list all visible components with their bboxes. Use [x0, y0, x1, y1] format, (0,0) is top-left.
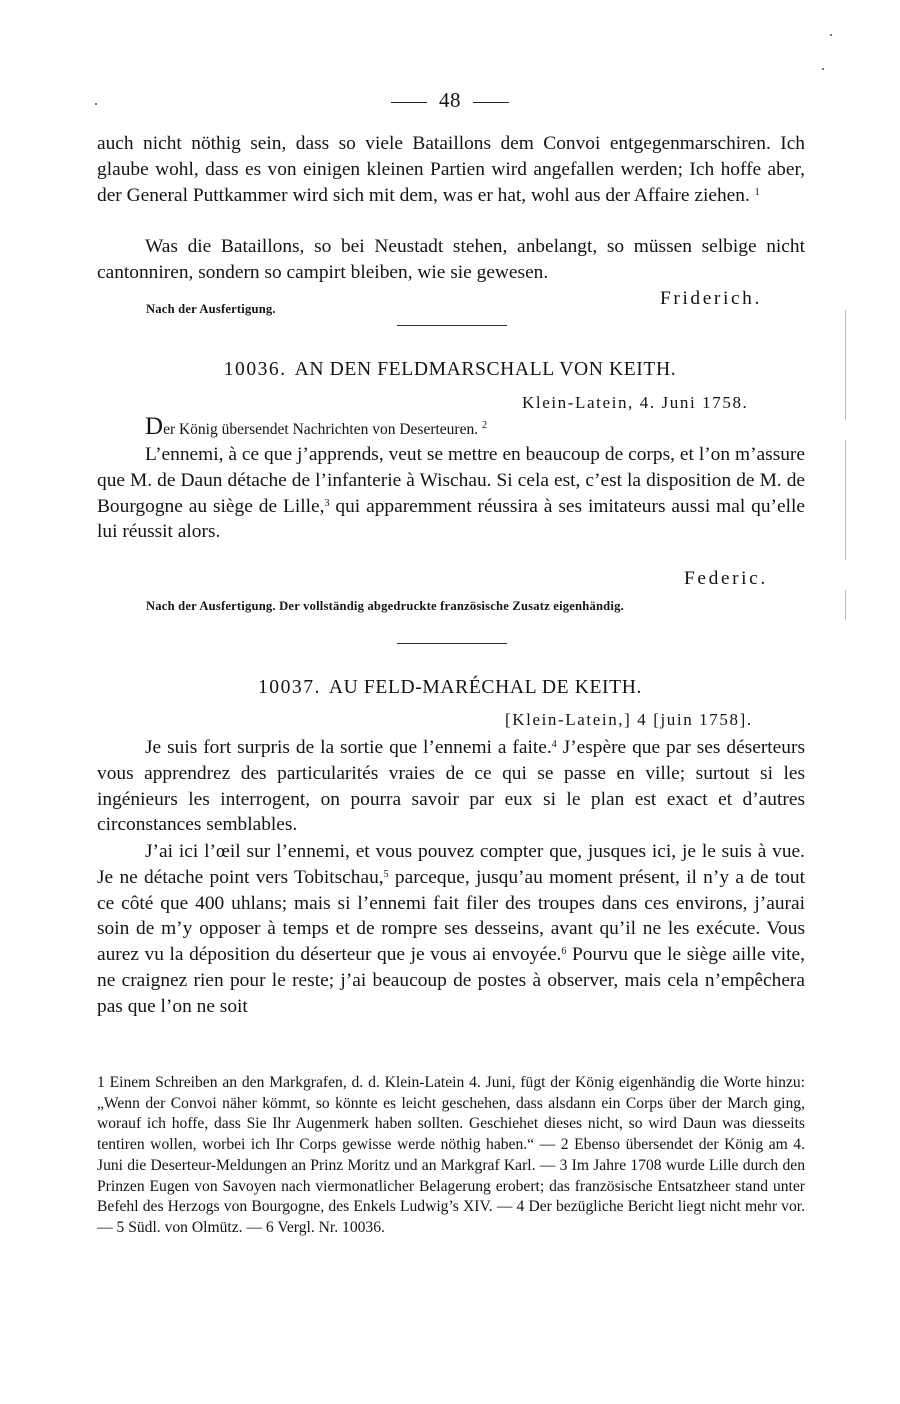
letter-body: J’ai ici l’œil sur l’ennemi, et vous pouvez compter que, jusques ici, je le suis à vue. Je ne détache point vers Tobitschau,$^5$ parceque, jusqu’au moment présent, il n’y a de tout ce côté que 400 uhlans; mais si l’ennemi fait filer des troupes dans ces environs, j’aurai soin de m’y opposer à temps et de rompre ses desseins, avant qu’il ne les exécute. Vous aurez vu la déposition du déserteur que je vous ai envoyée.$^6$ Pourvu que le siège aille vite, ne craignez rien pour le reste; j’ai beaucoup de postes à observer, mais cela n’empêchera pas que l’on ne soit	[97, 841, 806, 1017]
scan-margin-line	[845, 590, 846, 620]
footnotes: 1 Einem Schreiben an den Markgrafen, d. d. Klein-Latein 4. Juni, fügt der König eigenhändig die Worte hinzu: „Wenn der Convoi näher kömmt, so könnte es leicht geschehen, dass alsdann ein Corps über der March ging, worauf ich hoffe, dass Sie Ihr Augenmerk haben sollten. Geschiehet dieses nicht, so wird Daun was diesseits tentiren wollen, worbei ich Ihr Corps gewisse werde nöthig haben.“ — 2 Ebenso übersendet der König am 4. Juni die Deserteur-Meldungen an Prinz Moritz und an Markgraf Karl. — 3 Im Jahre 1708 wurde Lille durch den Prinzen Eugen von Savoyen nach viermonatlicher Belagerung erobert; das französische Entsatzheer stand unter Befehl des Herzogs von Bourgogne, des Enkels Ludwig’s XIV. — 4 Der bezügliche Bericht liegt nicht mehr vor. — 5 Südl. von Olmütz. — 6 Vergl. Nr. 10036.	[97, 1074, 805, 1236]
letter-body: L’ennemi, à ce que j’apprends, veut se mettre en beaucoup de corps, et l’on m’assure que M. de Daun détache de l’infanterie à Wischau. Si cela est, c’est la disposition de M. de Bourgogne au siège de Lille,$^3$ qui apparemment réussira à ses imitateurs aussi mal qu’elle lui réussit alors.	[97, 444, 805, 543]
footnote-ref: 3	[324, 497, 330, 509]
source-note: Nach der Ausfertigung. Der vollständig abgedruckte französische Zusatz eigenhändig.	[146, 599, 624, 613]
signature: Friderich.	[660, 288, 762, 309]
letter-heading	[0, 677, 900, 699]
letter-number: 10036.	[223, 359, 287, 380]
page-number-dash	[473, 102, 509, 103]
letter-title: AN DEN FELDMARSCHALL VON KEITH.	[294, 359, 677, 380]
letter-number: 10037.	[258, 677, 321, 698]
footnote-ref: 5	[383, 868, 389, 880]
letter-heading	[0, 359, 900, 381]
section-divider	[397, 325, 507, 326]
letter-date: Klein-Latein, 4. Juni 1758.	[522, 393, 749, 412]
footnote-ref: 2	[481, 420, 487, 431]
footnote-ref: 1	[754, 186, 760, 198]
letter-body: Je suis fort surpris de la sortie que l’ennemi a faite.$^4$ J’espère que par ses déserteurs vous apprendrez des particularités vraies de ce qui se passe en ville; surtout si les ingénieurs les interrogent, on pourra savoir par eux si le plan est exact et d’autres circonstances semblables.	[97, 737, 805, 836]
section-divider	[397, 643, 507, 644]
scan-speck	[822, 68, 824, 70]
scan-speck	[830, 34, 832, 36]
paragraph-continuation: auch nicht nöthig sein, dass so viele Bataillons dem Convoi entgegenmarschiren. Ich glaube wohl, dass es von einigen kleinen Partien wird angefallen werden; Ich hoffe aber, der General Puttkammer wird sich mit dem, was er hat, wohl aus der Affaire ziehen. $^1$	[97, 133, 805, 206]
source-note: Nach der Ausfertigung.	[146, 302, 276, 316]
page-number-dash	[391, 102, 427, 103]
paragraph: Was die Bataillons, so bei Neustadt stehen, anbelangt, so müssen selbige nicht cantonniren, sondern so campirt bleiben, wie sie gewesen.	[97, 236, 805, 283]
signature: Federic.	[684, 568, 768, 589]
scan-margin-line	[845, 440, 846, 560]
page-number: 48	[0, 88, 900, 113]
letter-title: AU FELD-MARÉCHAL DE KEITH.	[328, 677, 642, 698]
letter-date: [Klein-Latein,] 4 [juin 1758].	[505, 710, 753, 729]
footnote-ref: 6	[561, 946, 567, 958]
letter-summary: Der König übersendet Nachrichten von Deserteuren. $^2$	[145, 413, 487, 440]
footnote-ref: 4	[551, 739, 557, 750]
